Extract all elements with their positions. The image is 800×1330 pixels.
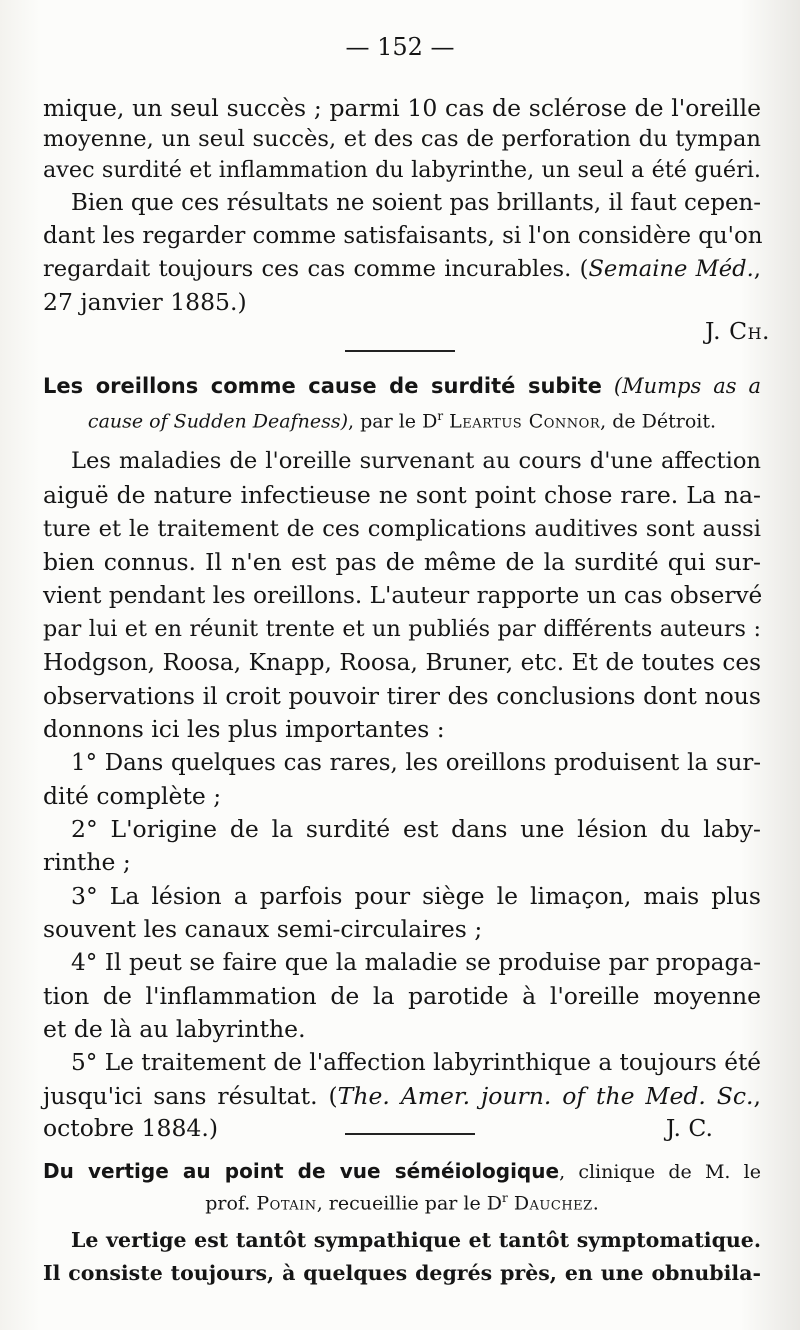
article-subheading: cause of Sudden Deafness), par le $D^r$ Leartus Connor, de Détroit. <box>87 409 717 433</box>
list-item: 2° L'origine de la surdité est dans une lésion du laby- <box>71 815 761 843</box>
text-line: 27 janvier 1885.) <box>43 288 247 316</box>
text-line: Les maladies de l'oreille survenant au cours d'une affection <box>71 448 761 474</box>
text-line: Il consiste toujours, à quelques degrés près, en une obnubila- <box>43 1261 761 1285</box>
signature: J. Ch. <box>705 317 770 345</box>
text-line: ture et le traitement de ces complications auditives sont aussi <box>43 516 761 542</box>
text-line: avec surdité et inflammation du labyrinthe, un seul a été guéri. <box>43 157 761 183</box>
text-line: octobre 1884.) <box>43 1114 218 1142</box>
text-line: tion de l'inflammation de la parotide à l'oreille moyenne <box>43 982 761 1010</box>
text-line: Le vertige est tantôt sympathique et tantôt symptomatique. <box>71 1228 761 1252</box>
list-item: 1° Dans quelques cas rares, les oreillons produisent la sur- <box>71 750 761 776</box>
text-line: souvent les canaux semi-circulaires ; <box>43 915 483 943</box>
list-item: 3° La lésion a parfois pour siège le limaçon, mais plus <box>71 882 761 910</box>
section-divider <box>345 1133 475 1135</box>
text-line: Hodgson, Roosa, Knapp, Roosa, Bruner, etc. Et de toutes ces <box>43 649 761 676</box>
list-item: 5° Le traitement de l'affection labyrinthique a toujours été <box>71 1049 761 1076</box>
article-subheading: prof. Potain, recueillie par le $D^r$ Dauchez. <box>205 1191 599 1215</box>
text-line: par lui et en réunit trente et un publiés par différents auteurs : <box>43 616 761 642</box>
text-line: dité complète ; <box>43 782 222 810</box>
text-line: observations il croit pouvoir tirer des conclusions dont nous <box>43 682 761 710</box>
text-line: donnons ici les plus importantes : <box>43 715 445 743</box>
text-line: aiguë de nature infectieuse ne sont point chose rare. La na- <box>43 481 761 509</box>
text-line: regardait toujours ces cas comme incurables. (Semaine Méd., <box>43 256 761 282</box>
text-line: et de là au labyrinthe. <box>43 1015 306 1043</box>
signature: J. C. <box>665 1114 713 1142</box>
text-line: mique, un seul succès ; parmi 10 cas de sclérose de l'oreille <box>43 94 761 122</box>
text-line: jusqu'ici sans résultat. (The. Amer. journ. of the Med. Sc., <box>43 1082 761 1110</box>
text-line: bien connus. Il n'en est pas de même de la surdité qui sur- <box>43 548 761 576</box>
section-divider <box>345 350 455 352</box>
text-line: vient pendant les oreillons. L'auteur rapporte un cas observé <box>43 582 763 609</box>
article-heading: Les oreillons comme cause de surdité subite (Mumps as a <box>43 374 761 398</box>
text-line: Bien que ces résultats ne soient pas brillants, il faut cepen- <box>71 190 761 216</box>
article-heading: Du vertige au point de vue séméiologique, clinique de M. le <box>43 1159 762 1183</box>
text-line: rinthe ; <box>43 848 131 876</box>
page-number: — 152 — <box>345 33 455 61</box>
text-line: moyenne, un seul succès, et des cas de perforation du tympan <box>43 126 761 152</box>
list-item: 4° Il peut se faire que la maladie se produise par propaga- <box>71 949 761 976</box>
text-line: dant les regarder comme satisfaisants, si l'on considère qu'on <box>43 223 763 249</box>
